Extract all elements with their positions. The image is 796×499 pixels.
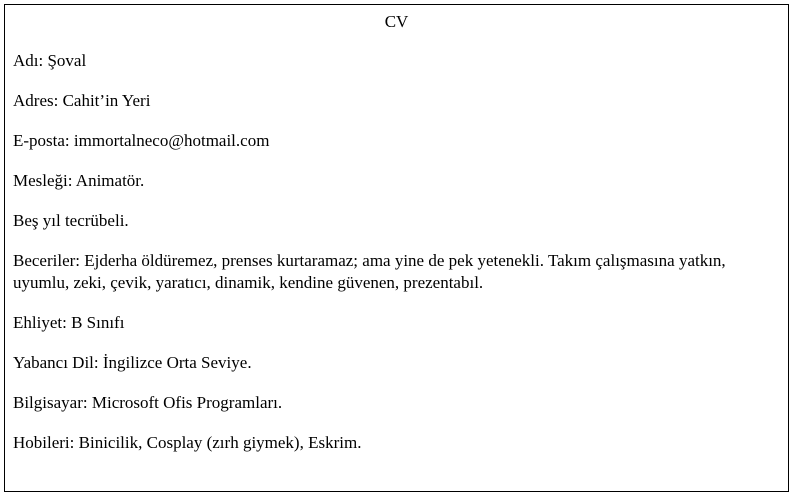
experience-field: Beş yıl tecrübeli.: [13, 211, 129, 230]
skills-field: Beceriler: Ejderha öldüremez, prenses kurtaramaz; ama yine de pek yetenekli. Takım çalışmasına yatkın, uyumlu, zeki, çevik, yaratıcı, dinamik, kendine güvenen, prezentabıl.: [13, 251, 726, 292]
name-field: Adı: Şoval: [13, 51, 87, 70]
cv-document-frame: [4, 4, 789, 492]
cv-field-list: [13, 50, 778, 472]
computer-skills-field: Bilgisayar: Microsoft Ofis Programları.: [13, 393, 283, 412]
language-field: Yabancı Dil: İngilizce Orta Seviye.: [13, 353, 252, 372]
email-field: E-posta: immortalneco@hotmail.com: [13, 131, 270, 150]
profession-field: Mesleği: Animatör.: [13, 171, 145, 190]
address-field: Adres: Cahit’in Yeri: [13, 91, 151, 110]
license-field: Ehliyet: B Sınıfı: [13, 313, 125, 332]
hobbies-field: Hobileri: Binicilik, Cosplay (zırh giymek), Eskrim.: [13, 433, 362, 452]
document-title: CV: [384, 12, 409, 31]
